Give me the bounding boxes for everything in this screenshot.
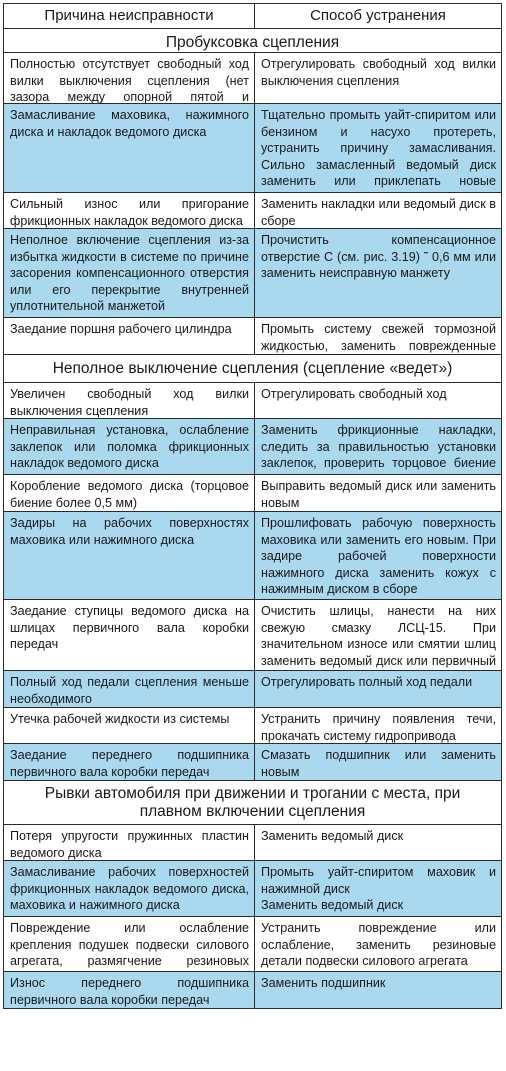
remedy-cell: Промыть уайт-спиритом маховик и нажимной диск Заменить ведомый диск <box>261 865 496 912</box>
section-title: Рывки автомобиля при движении и трогании с места, при плавном включении сцепления <box>4 781 501 825</box>
table-header <box>4 4 501 29</box>
table-row <box>4 744 501 781</box>
table-body <box>4 29 501 1008</box>
table-row <box>4 708 501 744</box>
table-row <box>4 53 501 104</box>
remedy-cell: Смазать подшипник или заменить новым <box>261 748 496 779</box>
remedy-cell: Заменить фрикционные накладки, следить за правильностью установки заклепок, проверить торцовое биение <box>261 423 496 470</box>
table-row <box>4 193 501 229</box>
cause-cell: Сильный износ или пригорание фрикционных накладок ведомого диска <box>4 193 255 228</box>
table-row <box>4 825 501 861</box>
header-remedy: Способ устранения <box>310 7 446 24</box>
remedy-cell: Отрегулировать полный ход педали <box>261 675 473 689</box>
malfunction-table <box>3 3 502 1009</box>
remedy-cell: Заменить накладки или ведомый диск в сборе <box>261 197 496 228</box>
remedy-cell: Отрегулировать свободный ход <box>261 387 447 401</box>
remedy-cell: Выправить ведомый диск или заменить новым <box>261 479 496 510</box>
cause-cell: Задиры на рабочих поверхностях маховика или нажимного диска <box>4 512 255 599</box>
table-row <box>4 972 501 1008</box>
cause-cell: Заедание переднего подшипника первичного вала коробки передач <box>4 744 255 780</box>
remedy-cell: Устранить причину появления течи, прокачать систему гидропривода <box>261 712 496 743</box>
table-row <box>4 318 501 355</box>
remedy-cell: Прочистить компенсационное отверстие С (см. рис. 3.19) ˜ 0,6 мм или заменить неисправную манжету <box>261 233 496 280</box>
cause-cell: Замасливание рабочих поверхностей фрикционных накладок ведомого диска, маховика и нажимного диска <box>4 861 255 916</box>
table-row <box>4 600 501 671</box>
table-row <box>4 229 501 318</box>
cause-cell: Неполное включение сцепления из-за избытка жидкости в системе по причине засорения компенсационного отверстия или его перекрытие внутренней уплотнительной манжетой <box>4 229 255 317</box>
remedy-cell: Очистить шлицы, нанести на них свежую смазку ЛСЦ-15. При значительном износе или смятии шлиц заменить ведомый диск или первичный <box>261 604 496 668</box>
header-cause: Причина неисправности <box>4 4 255 28</box>
remedy-cell: Тщательно промыть уайт-спиритом или бензином и насухо протереть, устранить причину замасливания. Сильно замасленный ведомый диск заменить или приклепать новые <box>261 108 496 188</box>
section-title: Пробуксовка сцепления <box>4 29 501 53</box>
table-row <box>4 861 501 917</box>
table-row <box>4 475 501 512</box>
cause-cell: Замасливание маховика, нажимного диска и накладок ведомого диска <box>4 104 255 192</box>
cause-cell: Увеличен свободный ход вилки выключения сцепления <box>4 383 255 418</box>
cause-cell: Повреждение или ослабление крепления подушек подвески силового агрегата, размягчение резиновых <box>4 917 255 971</box>
cause-cell: Полностью отсутствует свободный ход вилки выключения сцепления (нет зазора между опорной пятой и <box>4 53 255 103</box>
table-row <box>4 104 501 193</box>
cause-cell: Утечка рабочей жидкости из системы <box>4 708 255 743</box>
table-row <box>4 512 501 600</box>
table-row <box>4 917 501 972</box>
cause-cell: Полный ход педали сцепления меньше необходимого <box>4 671 255 707</box>
remedy-cell: Прошлифовать рабочую поверхность маховика или заменить его новым. При задире рабочей поверхности нажимного диска заменить кожух с нажимным диском в сборе <box>261 516 496 596</box>
remedy-cell: Заменить подшипник <box>261 976 386 990</box>
table-row <box>4 419 501 475</box>
cause-cell: Износ переднего подшипника первичного вала коробки передач <box>4 972 255 1008</box>
cause-cell: Заедание ступицы ведомого диска на шлицах первичного вала коробки передач <box>4 600 255 670</box>
table-row <box>4 383 501 419</box>
section-title: Неполное выключение сцепления (сцепление «ведет») <box>4 355 501 383</box>
remedy-cell: Заменить ведомый диск <box>261 829 404 843</box>
table-row <box>4 671 501 708</box>
cause-cell: Потеря упругости пружинных пластин ведомого диска <box>4 825 255 860</box>
cause-cell: Коробление ведомого диска (торцовое биение более 0,5 мм) <box>4 475 255 511</box>
remedy-cell: Устранить повреждение или ослабление, заменить резиновые детали подвески силового агрегата <box>261 921 496 968</box>
cause-cell: Заедание поршня рабочего цилиндра <box>4 318 255 354</box>
remedy-cell: Отрегулировать свободный ход вилки выключения сцепления <box>261 57 496 88</box>
cause-cell: Неправильная установка, ослабление заклепок или поломка фрикционных накладок ведомого диска <box>4 419 255 474</box>
remedy-cell: Промыть систему свежей тормозной жидкостью, заменить поврежденные <box>261 322 496 353</box>
